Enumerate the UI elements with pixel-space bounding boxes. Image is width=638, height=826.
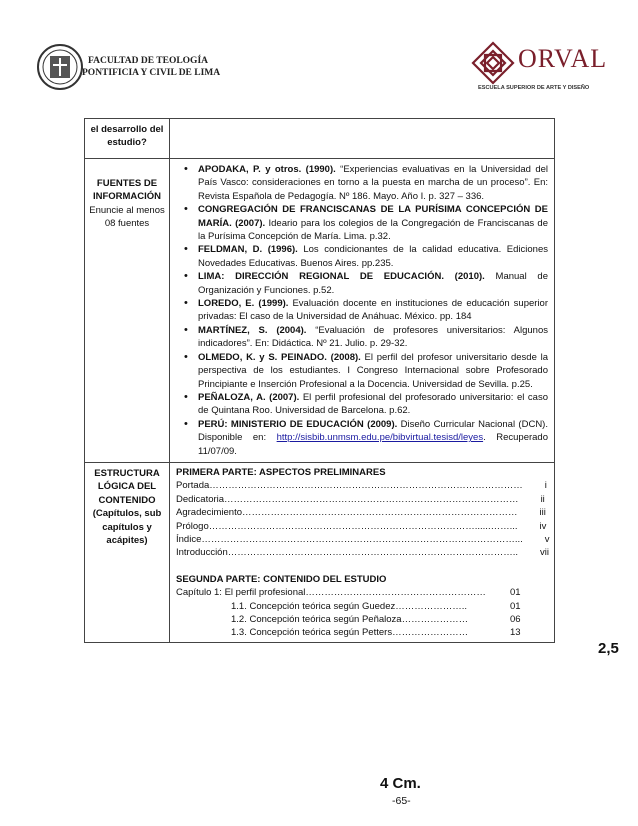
toc-line (176, 546, 548, 559)
toc-entry: Índice………………………………………………………………………………………... (176, 533, 523, 545)
faculty-header (36, 43, 236, 93)
toc-page-number: 01 (510, 587, 521, 599)
right-margin-note: 2,5 (598, 640, 619, 657)
cell-sources (170, 159, 555, 463)
toc-entry: Portada……………………………………………………………………………………… (176, 480, 523, 492)
toc-entry: Prólogo…………………………………………………………………………......……... (176, 520, 518, 532)
toc-page-number: 01 (510, 600, 521, 612)
part1-list (176, 479, 548, 559)
label-study-development: el desarrollo del estudio? (85, 119, 170, 159)
cell-study-development (170, 119, 555, 159)
label-structure (85, 462, 170, 642)
research-plan-table (84, 118, 555, 643)
toc-page-number: iii (539, 507, 546, 519)
label-sources-note: Enuncie al menos 08 fuentes (89, 204, 165, 230)
label-structure-title: ESTRUCTURA LÓGICA DEL CONTENIDO (94, 467, 160, 506)
orval-knot-logo-icon (470, 40, 516, 86)
reference-item: • PEÑALOZA, A. (2007). El perfil profesional del profesorado universitario: el caso de Quintana Roo. Universidad de Barcelona. p.62. (184, 390, 549, 417)
label-structure-note: (Capítulos, sub capítulos y acápites) (92, 508, 162, 546)
reference-item: • PERÚ: MINISTERIO DE EDUCACIÓN (2009). Diseño Curricular Nacional (DCN). Disponible en: http://sisbib.unmsm.edu.pe/bibvirtual.tesisd/leyes. Recuperado 11/07/09. (184, 417, 548, 457)
label-sources (85, 159, 170, 463)
reference-item: • MARTÍNEZ, S. (2004). “Evaluación de profesores universitarios: Algunos indicadores”. En: Didáctica. Nº 21. Julio. p. 29-32. (184, 323, 548, 350)
row-sources (85, 159, 555, 463)
faculty-name (82, 55, 221, 79)
toc-line (176, 600, 548, 613)
reference-item: • LIMA: DIRECCIÓN REGIONAL DE EDUCACIÓN. (2010). Manual de Organización y Funciones. p.52. (184, 270, 548, 296)
cell-structure (170, 462, 555, 642)
toc-page-number: iv (539, 520, 547, 532)
toc-page-number: i (544, 480, 547, 492)
label-sources-title: FUENTES DE INFORMACIÓN (92, 178, 162, 203)
reference-item: • APODAKA, P. y otros. (1990). “Experiencias evaluativas en la Universidad del País Vasco: consideraciones en torno a la puesta en marcha de un proceso”. En: Revista Española de Pedagogía. Nº 186. Mayo. Año I. p. 327 – 336. (184, 163, 548, 202)
toc-page-number: 13 (510, 627, 521, 639)
reference-list (176, 163, 548, 458)
toc-line (176, 479, 548, 492)
toc-line (176, 506, 548, 519)
reference-item: • OLMEDO, K. y S. PEINADO. (2008). El perfil del profesor universitario desde la perspectiva de los estudiantes. I Congreso Internacional sobre Profesorado Principiante e Inserción Profesional a la Docencia. Universidad de Sevilla. p.25. (184, 350, 548, 390)
toc-line (176, 520, 548, 533)
toc-entry: 1.2. Concepción teórica según Peñaloza………………… (231, 614, 469, 625)
page-number: -65- (392, 795, 411, 807)
orval-subtitle: ESCUELA SUPERIOR DE ARTE Y DISEÑO (478, 85, 590, 91)
toc-line (176, 613, 548, 626)
part2-list (176, 586, 548, 640)
toc-entry: Capítulo 1: El perfil profesional………………………………………………… (176, 587, 486, 599)
orval-header (470, 38, 610, 96)
toc-entry: 1.3. Concepción teórica según Petters…………………… (231, 627, 469, 639)
part2-title: SEGUNDA PARTE: CONTENIDO DEL ESTUDIO (176, 573, 387, 585)
reference-item: • CONGREGACIÓN DE FRANCISCANAS DE LA PURÍSIMA CONCEPCIÓN DE MARÍA. (2007). Ideario para los colegios de la Congregación de Franciscanas de la Purísima Concepción de María. Lima. p.32. (184, 203, 549, 243)
row-study-development (85, 119, 555, 159)
part1-title: PRIMERA PARTE: ASPECTOS PRELIMINARES (176, 466, 386, 478)
toc-page-number: v (544, 533, 550, 545)
toc-line (176, 533, 548, 546)
toc-page-number: ii (540, 493, 545, 505)
reference-item: • LOREDO, E. (1999). Evaluación docente en instituciones de educación superior privadas: El caso de la Universidad de Anáhuac. México. pp. 184 (184, 297, 548, 323)
toc-entry: Agradecimiento…………………………………………………………………………… (176, 507, 518, 519)
bottom-margin-note: 4 Cm. (380, 775, 421, 792)
toc-line (176, 626, 548, 639)
reference-item: • FELDMAN, D. (1996). Los condicionantes de la calidad educativa. Ediciones Novedades Educativas. Buenos Aires. pp.235. (184, 243, 548, 269)
faculty-seal-icon (36, 43, 84, 91)
toc-line (176, 493, 548, 506)
toc-entry: Dedicatoria………………………………………………………………………………… (176, 493, 519, 505)
toc-page-number: 06 (510, 614, 521, 625)
toc-line (176, 586, 548, 599)
orval-wordmark: ORVAL (518, 44, 608, 73)
row-structure (85, 462, 555, 642)
faculty-name-line1: FACULTAD DE TEOLOGÍA (88, 56, 209, 66)
faculty-name-line2: PONTIFICIA Y CIVIL DE LIMA (82, 68, 221, 78)
toc-entry: 1.1. Concepción teórica según Guedez………………….. (231, 600, 468, 612)
dcn-link[interactable]: http://sisbib.unmsm.edu.pe/bibvirtual.tesisd/leyes (276, 432, 484, 444)
toc-entry: Introducción……………………………………………………………………………….. (176, 547, 519, 559)
toc-page-number: vii (540, 547, 550, 559)
